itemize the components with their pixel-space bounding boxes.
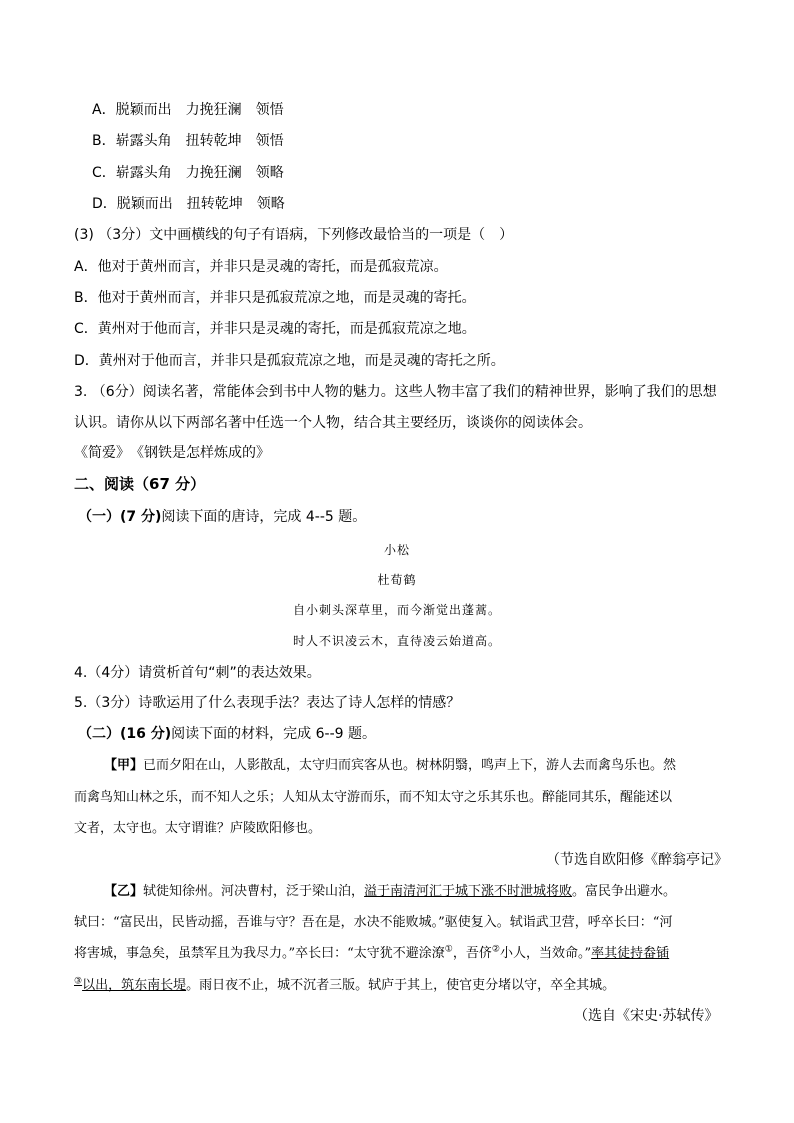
part1-instruction: [78, 507, 366, 527]
part2-text: 阅读下面的材料，完成 6--9 题。: [171, 726, 376, 742]
passage-yi-label: 【乙】: [104, 884, 144, 899]
poem-title: 小松: [383, 543, 410, 557]
underlined-sentence-2b: 以出，筑东南长堤: [82, 978, 187, 993]
q3-option-a: A．他对于黄州而言，并非只是灵魂的寄托，而是孤寂荒凉。: [74, 259, 448, 275]
passage-jia-line1: [104, 756, 676, 776]
passage-yi-text3a: 将害城，事急矣，虽禁军且为我尽力。”卒长曰：“太守犹不避涂潦: [74, 946, 445, 961]
passage-yi-source: （选自《宋史·苏轼传》: [574, 1008, 719, 1024]
books-list: 《简爱》 《钢铁是怎样炼成的》: [74, 445, 270, 461]
part2-label: （二）(16 分): [78, 726, 172, 742]
footnote-marker-3: ③: [74, 976, 83, 987]
books-question-line2: 认识。请你从以下两部名著中任选一个人物，结合其主要经历，谈谈你的阅读体会。: [74, 415, 592, 431]
q3-option-c: C．黄州对于他而言，并非只是灵魂的寄托，而是孤寂荒凉之地。: [74, 321, 476, 337]
passage-yi-text1a: 轼徙知徐州。河决曹村，泛于梁山泊，: [143, 884, 365, 899]
question-3-stem: (3) （3分）文中画横线的句子有语病，下列修改最恰当的一项是（ ）: [74, 227, 514, 243]
underlined-sentence-2a: 率其徒持畚锸: [591, 946, 670, 961]
question-4: 4.（4分）请赏析首句“刺”的表达效果。: [74, 665, 321, 681]
passage-yi-line1: [104, 882, 676, 902]
passage-yi-line3: [74, 944, 669, 964]
part2-instruction: [78, 724, 376, 744]
passage-jia-source: （节选自欧阳修《醉翁亭记》: [546, 852, 728, 868]
q3-option-b: B．他对于黄州而言，并非只是孤寂荒凉之地，而是灵魂的寄托。: [74, 290, 476, 306]
passage-yi-text4b: 。雨日夜不止，城不沉者三版。轼庐于其上，使官吏分堵以守，卒全其城。: [186, 978, 616, 993]
passage-jia-text1: 已而夕阳在山，人影散乱，太守归而宾客从也。树林阴翳，鸣声上下，游人去而禽鸟乐也。然: [143, 758, 677, 773]
q3-option-d: D．黄州对于他而言，并非只是孤寂荒凉之地，而是灵魂的寄托之所。: [74, 353, 505, 369]
option-a: A．脱颖而出 力挽狂澜 领悟: [92, 102, 284, 118]
option-c: C．崭露头角 力挽狂澜 领略: [92, 165, 284, 181]
passage-yi-text3b: ，吾侪: [452, 946, 492, 961]
part1-label: （一）(7 分): [78, 509, 162, 525]
option-b: B．崭露头角 扭转乾坤 领悟: [92, 133, 284, 149]
footnote-marker-1: ①: [444, 944, 453, 955]
passage-jia-label: 【甲】: [104, 758, 144, 773]
passage-yi-line4: [74, 976, 615, 996]
passage-yi-text3c: 小人，当效命。”: [499, 946, 592, 961]
passage-jia-line3: 文者，太守也。太守谓谁？庐陵欧阳修也。: [74, 821, 322, 836]
passage-yi-line2: 轼曰：“富民出，民皆动摇，吾谁与守？吾在是，水决不能败城。”驱使复入。轼诣武卫营，呼卒长曰：“河: [74, 915, 673, 930]
books-question-line1: 3. （6分）阅读名著，常能体会到书中人物的魅力。这些人物丰富了我们的精神世界，影响了我们的思想: [74, 384, 717, 400]
footnote-marker-2: ②: [491, 944, 500, 955]
underlined-sentence-1: 溢于南清河汇于城下涨不时泄城将败: [364, 884, 573, 899]
section-heading: 二、阅读（67 分）: [74, 475, 206, 493]
passage-jia-line2: 而禽鸟知山林之乐，而不知人之乐；人知从太守游而乐，而不知太守之乐其乐也。醉能同其乐，醒能述以: [74, 790, 673, 805]
option-d: D．脱颖而出 扭转乾坤 领略: [92, 196, 285, 212]
poem-line-2: 时人不识凌云木，直待凌云始道高。: [292, 634, 501, 648]
poem-author: 杜荀鹤: [377, 573, 417, 587]
question-5: 5.（3分）诗歌运用了什么表现手法？表达了诗人怎样的情感？: [74, 695, 461, 711]
passage-yi-text1b: 。富民争出避水。: [572, 884, 677, 899]
poem-line-1: 自小刺头深草里，而今渐觉出蓬蒿。: [292, 603, 501, 617]
part1-text: 阅读下面的唐诗，完成 4--5 题。: [161, 509, 367, 525]
